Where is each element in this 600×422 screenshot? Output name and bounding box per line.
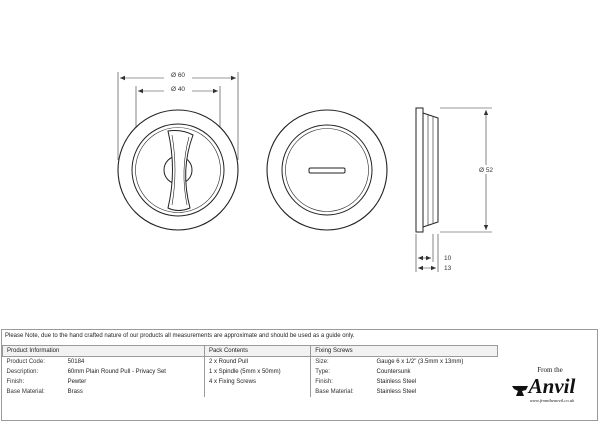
anvil-icon (512, 386, 528, 396)
from-the-anvil-logo (502, 348, 598, 420)
logo-url: www.fromtheanvil.co.uk (529, 398, 575, 403)
product-info-header: Product Information (3, 346, 205, 357)
table-row: Product Code: 50184 2 x Round Pull Size: Gauge 6 x 1/2" (3.5mm x 13mm) (3, 357, 498, 368)
table-row: Base Material: Brass Base Material: Stainless Steel (6, 389, 417, 395)
side-view (416, 108, 438, 232)
spec-table (2, 345, 498, 397)
table-row: Finish: Pewter 4 x Fixing Screws Finish: Stainless Steel (6, 379, 417, 385)
dim-diameter-52: Ø 52 (478, 167, 494, 174)
logo-name: Anvil (528, 374, 576, 398)
product-description: 60mm Plain Round Pull - Privacy Set (67, 369, 166, 375)
pack-contents-header: Pack Contents (204, 346, 310, 357)
product-code: 50184 (67, 359, 85, 365)
table-row: Description: 60mm Plain Round Pull - Privacy Set 1 x Spindle (5mm x 50mm) Type: Countersunk (6, 369, 411, 375)
dim-width-10: 10 (444, 255, 452, 262)
dim-diameter-40: Ø 40 (170, 86, 186, 93)
front-view-release (267, 110, 387, 230)
dim-diameter-60: Ø 60 (170, 72, 186, 79)
dim-width-13: 13 (444, 265, 452, 272)
fixing-screws-header: Fixing Screws (311, 346, 498, 357)
logo-from-the: From the (537, 366, 563, 374)
disclaimer-note: Please Note, due to the hand crafted nature of our products all measurements are approximate and should be used as a guide only. (5, 333, 355, 339)
